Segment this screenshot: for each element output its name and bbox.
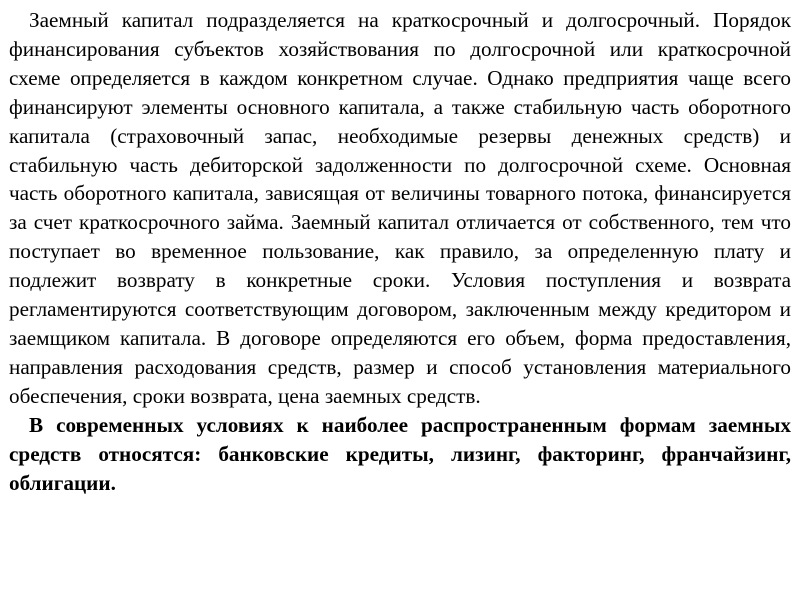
body-paragraph-loan-forms: В современных условиях к наиболее распространенным формам заемных средств относятся: банковские кредиты, лизинг, факторинг, франчайзинг, облигации. xyxy=(9,412,791,495)
body-paragraph-borrowed-capital: Заемный капитал подразделяется на краткосрочный и долгосрочный. Порядок финансирования субъектов хозяйствования по долгосрочной или краткосрочной схеме определяется в каждом конкретном случае. Однако предприятия чаще всего финансируют элементы основного капитала, а также стабильную часть оборотного капитала (страховочный запас, необходимые резервы денежных средств) и стабильную часть дебиторской задолженности по долгосрочной схеме. Основная часть оборотного капитала, зависящая от величины товарного потока, финансируется за счет краткосрочного займа. Заемный капитал отличается от собственного, тем что поступает во временное пользование, как правило, за определенную плату и подлежит возврату в конкретные сроки. Условия поступления и возврата регламентируются соответствующим договором, заключенным между кредитором и заемщиком капитала. В договоре определяются его объем, форма предоставления, направления расходования средств, размер и способ установления материального обеспечения, сроки возврата, цена заемных средств. xyxy=(9,8,791,408)
